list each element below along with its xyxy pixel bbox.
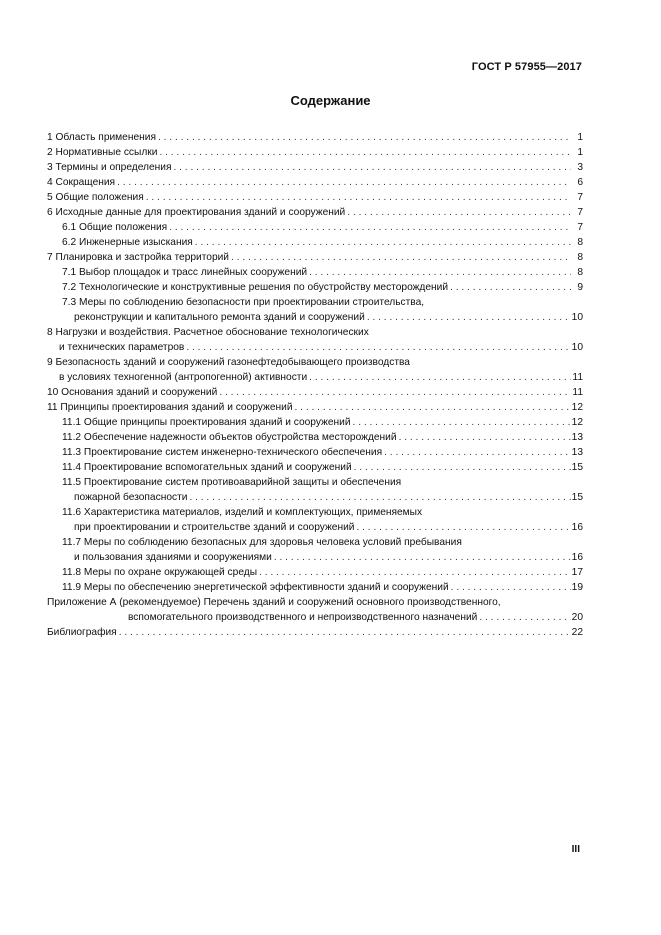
dot-leader bbox=[307, 370, 571, 385]
toc-entry-title: и технических параметров bbox=[59, 342, 185, 353]
toc-entry[interactable] bbox=[47, 190, 583, 205]
dot-leader bbox=[477, 610, 571, 625]
dot-leader bbox=[352, 460, 571, 475]
standard-number: ГОСТ Р 57955—2017 bbox=[471, 61, 582, 73]
toc-entry-page: 7 bbox=[577, 222, 583, 233]
toc-entry-page: 8 bbox=[577, 252, 583, 263]
toc-entry-title: в условиях техногенной (антропогенной) активности bbox=[59, 372, 308, 383]
dot-leader bbox=[448, 280, 571, 295]
toc-entry-title: 3 Термины и определения bbox=[47, 162, 172, 173]
toc-entry-page: 10 bbox=[571, 342, 583, 353]
toc-entry-page: 15 bbox=[571, 492, 583, 503]
toc-entry-page: 22 bbox=[571, 627, 583, 638]
toc-entry[interactable] bbox=[47, 625, 583, 640]
dot-leader bbox=[171, 160, 571, 175]
toc-entry[interactable] bbox=[47, 250, 583, 265]
toc-entry-page: 15 bbox=[571, 462, 583, 473]
toc-entry[interactable] bbox=[47, 535, 583, 565]
dot-leader bbox=[187, 490, 571, 505]
toc-entry-title: 9 Безопасность зданий и сооружений газонефтедобывающего производства bbox=[47, 357, 410, 368]
toc-entry[interactable] bbox=[47, 355, 583, 385]
toc-entry[interactable] bbox=[47, 265, 583, 280]
toc-entry-title: 6.2 Инженерные изыскания bbox=[62, 237, 193, 248]
toc-entry-title: и пользования зданиями и сооружениями bbox=[74, 552, 272, 563]
toc-entry-page: 11 bbox=[572, 387, 583, 398]
toc-entry-title: вспомогательного производственного и непроизводственного назначений bbox=[128, 612, 478, 623]
dot-leader bbox=[167, 220, 571, 235]
toc-entry-page: 12 bbox=[571, 417, 583, 428]
toc-entry-title: 7.1 Выбор площадок и трасс линейных сооружений bbox=[62, 267, 308, 278]
toc-entry-page: 13 bbox=[571, 447, 583, 458]
toc-entry[interactable] bbox=[47, 175, 583, 190]
toc-entry-title: 11.2 Обеспечение надежности объектов обустройства месторождений bbox=[62, 432, 397, 443]
dot-leader bbox=[115, 175, 571, 190]
toc-entry-page: 8 bbox=[577, 237, 583, 248]
dot-leader bbox=[193, 235, 571, 250]
toc-entry-page: 9 bbox=[577, 282, 583, 293]
toc-entry-title: 11.6 Характеристика материалов, изделий и комплектующих, применяемых bbox=[62, 507, 423, 518]
page-number: III bbox=[571, 844, 580, 855]
dot-leader bbox=[117, 625, 571, 640]
toc-entry[interactable] bbox=[47, 325, 583, 355]
toc-entry-title: 7 Планировка и застройка территорий bbox=[47, 252, 229, 263]
dot-leader bbox=[397, 430, 571, 445]
toc-entry-title: 11.9 Меры по обеспечению энергетической эффективности зданий и сооружений bbox=[62, 582, 449, 593]
toc-entry-page: 16 bbox=[571, 552, 583, 563]
toc-entry-page: 11 bbox=[572, 372, 583, 383]
dot-leader bbox=[229, 250, 571, 265]
toc-entry[interactable] bbox=[47, 280, 583, 295]
toc-entry-title: 11.7 Меры по соблюдению безопасных для здоровья человека условий пребывания bbox=[62, 537, 462, 548]
toc-entry[interactable] bbox=[47, 385, 583, 400]
toc-entry[interactable] bbox=[47, 415, 583, 430]
toc-entry[interactable] bbox=[47, 595, 583, 625]
toc-entry-title: 11 Принципы проектирования зданий и сооружений bbox=[47, 402, 293, 413]
dot-leader bbox=[272, 550, 571, 565]
toc-entry-title: Приложение А (рекомендуемое) Перечень зданий и сооружений основного производственного, bbox=[47, 597, 501, 608]
toc-entry-page: 7 bbox=[577, 192, 583, 203]
toc-entry[interactable] bbox=[47, 580, 583, 595]
dot-leader bbox=[307, 265, 571, 280]
toc-entry-title: 6 Исходные данные для проектирования зданий и сооружений bbox=[47, 207, 346, 218]
toc-entry[interactable] bbox=[47, 475, 583, 505]
toc-entry[interactable] bbox=[47, 145, 583, 160]
table-of-contents bbox=[47, 130, 583, 640]
toc-entry[interactable] bbox=[47, 430, 583, 445]
toc-entry-page: 13 bbox=[571, 432, 583, 443]
toc-entry-title: 1 Область применения bbox=[47, 132, 156, 143]
toc-entry[interactable] bbox=[47, 160, 583, 175]
toc-entry-page: 1 bbox=[577, 147, 583, 158]
dot-leader bbox=[157, 145, 571, 160]
dot-leader bbox=[184, 340, 571, 355]
toc-entry-title: 11.3 Проектирование систем инженерно-технического обеспечения bbox=[62, 447, 383, 458]
toc-entry-page: 12 bbox=[571, 402, 583, 413]
dot-leader bbox=[144, 190, 571, 205]
toc-entry[interactable] bbox=[47, 130, 583, 145]
dot-leader bbox=[217, 385, 571, 400]
toc-entry[interactable] bbox=[47, 205, 583, 220]
toc-entry-title: 7.3 Меры по соблюдению безопасности при проектировании строительства, bbox=[62, 297, 425, 308]
toc-entry-page: 17 bbox=[571, 567, 583, 578]
toc-entry-title: 5 Общие положения bbox=[47, 192, 144, 203]
toc-entry-title: Библиография bbox=[47, 627, 117, 638]
toc-entry-title: 11.5 Проектирование систем противоаварийной защиты и обеспечения bbox=[62, 477, 402, 488]
toc-entry-title: 11.1 Общие принципы проектирования зданий и сооружений bbox=[62, 417, 351, 428]
page-title: Содержание bbox=[290, 93, 371, 108]
toc-entry[interactable] bbox=[47, 565, 583, 580]
toc-entry-page: 10 bbox=[571, 312, 583, 323]
toc-entry-page: 16 bbox=[571, 522, 583, 533]
dot-leader bbox=[382, 445, 571, 460]
toc-entry-title: 11.4 Проектирование вспомогательных зданий и сооружений bbox=[62, 462, 352, 473]
toc-entry[interactable] bbox=[47, 505, 583, 535]
toc-entry-title: при проектировании и строительстве зданий и сооружений bbox=[74, 522, 355, 533]
dot-leader bbox=[257, 565, 571, 580]
toc-entry-title: 4 Сокращения bbox=[47, 177, 116, 188]
dot-leader bbox=[156, 130, 571, 145]
dot-leader bbox=[449, 580, 571, 595]
toc-entry-title: 7.2 Технологические и конструктивные решения по обустройству месторождений bbox=[62, 282, 449, 293]
toc-entry[interactable] bbox=[47, 445, 583, 460]
toc-entry-page: 1 bbox=[577, 132, 583, 143]
toc-entry-title: 8 Нагрузки и воздействия. Расчетное обоснование технологических bbox=[47, 327, 369, 338]
toc-entry-page: 8 bbox=[577, 267, 583, 278]
dot-leader bbox=[351, 415, 571, 430]
toc-entry-page: 19 bbox=[571, 582, 583, 593]
toc-entry-title: пожарной безопасности bbox=[74, 492, 188, 503]
toc-entry-title: 2 Нормативные ссылки bbox=[47, 147, 158, 158]
toc-entry-page: 20 bbox=[571, 612, 583, 623]
toc-entry-title: 10 Основания зданий и сооружений bbox=[47, 387, 218, 398]
toc-entry[interactable] bbox=[47, 220, 583, 235]
toc-entry-title: 11.8 Меры по охране окружающей среды bbox=[62, 567, 258, 578]
toc-entry-page: 6 bbox=[577, 177, 583, 188]
dot-leader bbox=[345, 205, 571, 220]
dot-leader bbox=[365, 310, 571, 325]
toc-entry[interactable] bbox=[47, 400, 583, 415]
toc-entry-title: 6.1 Общие положения bbox=[62, 222, 168, 233]
toc-entry[interactable] bbox=[47, 295, 583, 325]
toc-entry[interactable] bbox=[47, 460, 583, 475]
toc-entry-page: 7 bbox=[577, 207, 583, 218]
dot-leader bbox=[354, 520, 571, 535]
toc-entry-title: реконструкции и капитального ремонта зданий и сооружений bbox=[74, 312, 365, 323]
toc-entry[interactable] bbox=[47, 235, 583, 250]
toc-entry-page: 3 bbox=[577, 162, 583, 173]
dot-leader bbox=[293, 400, 571, 415]
